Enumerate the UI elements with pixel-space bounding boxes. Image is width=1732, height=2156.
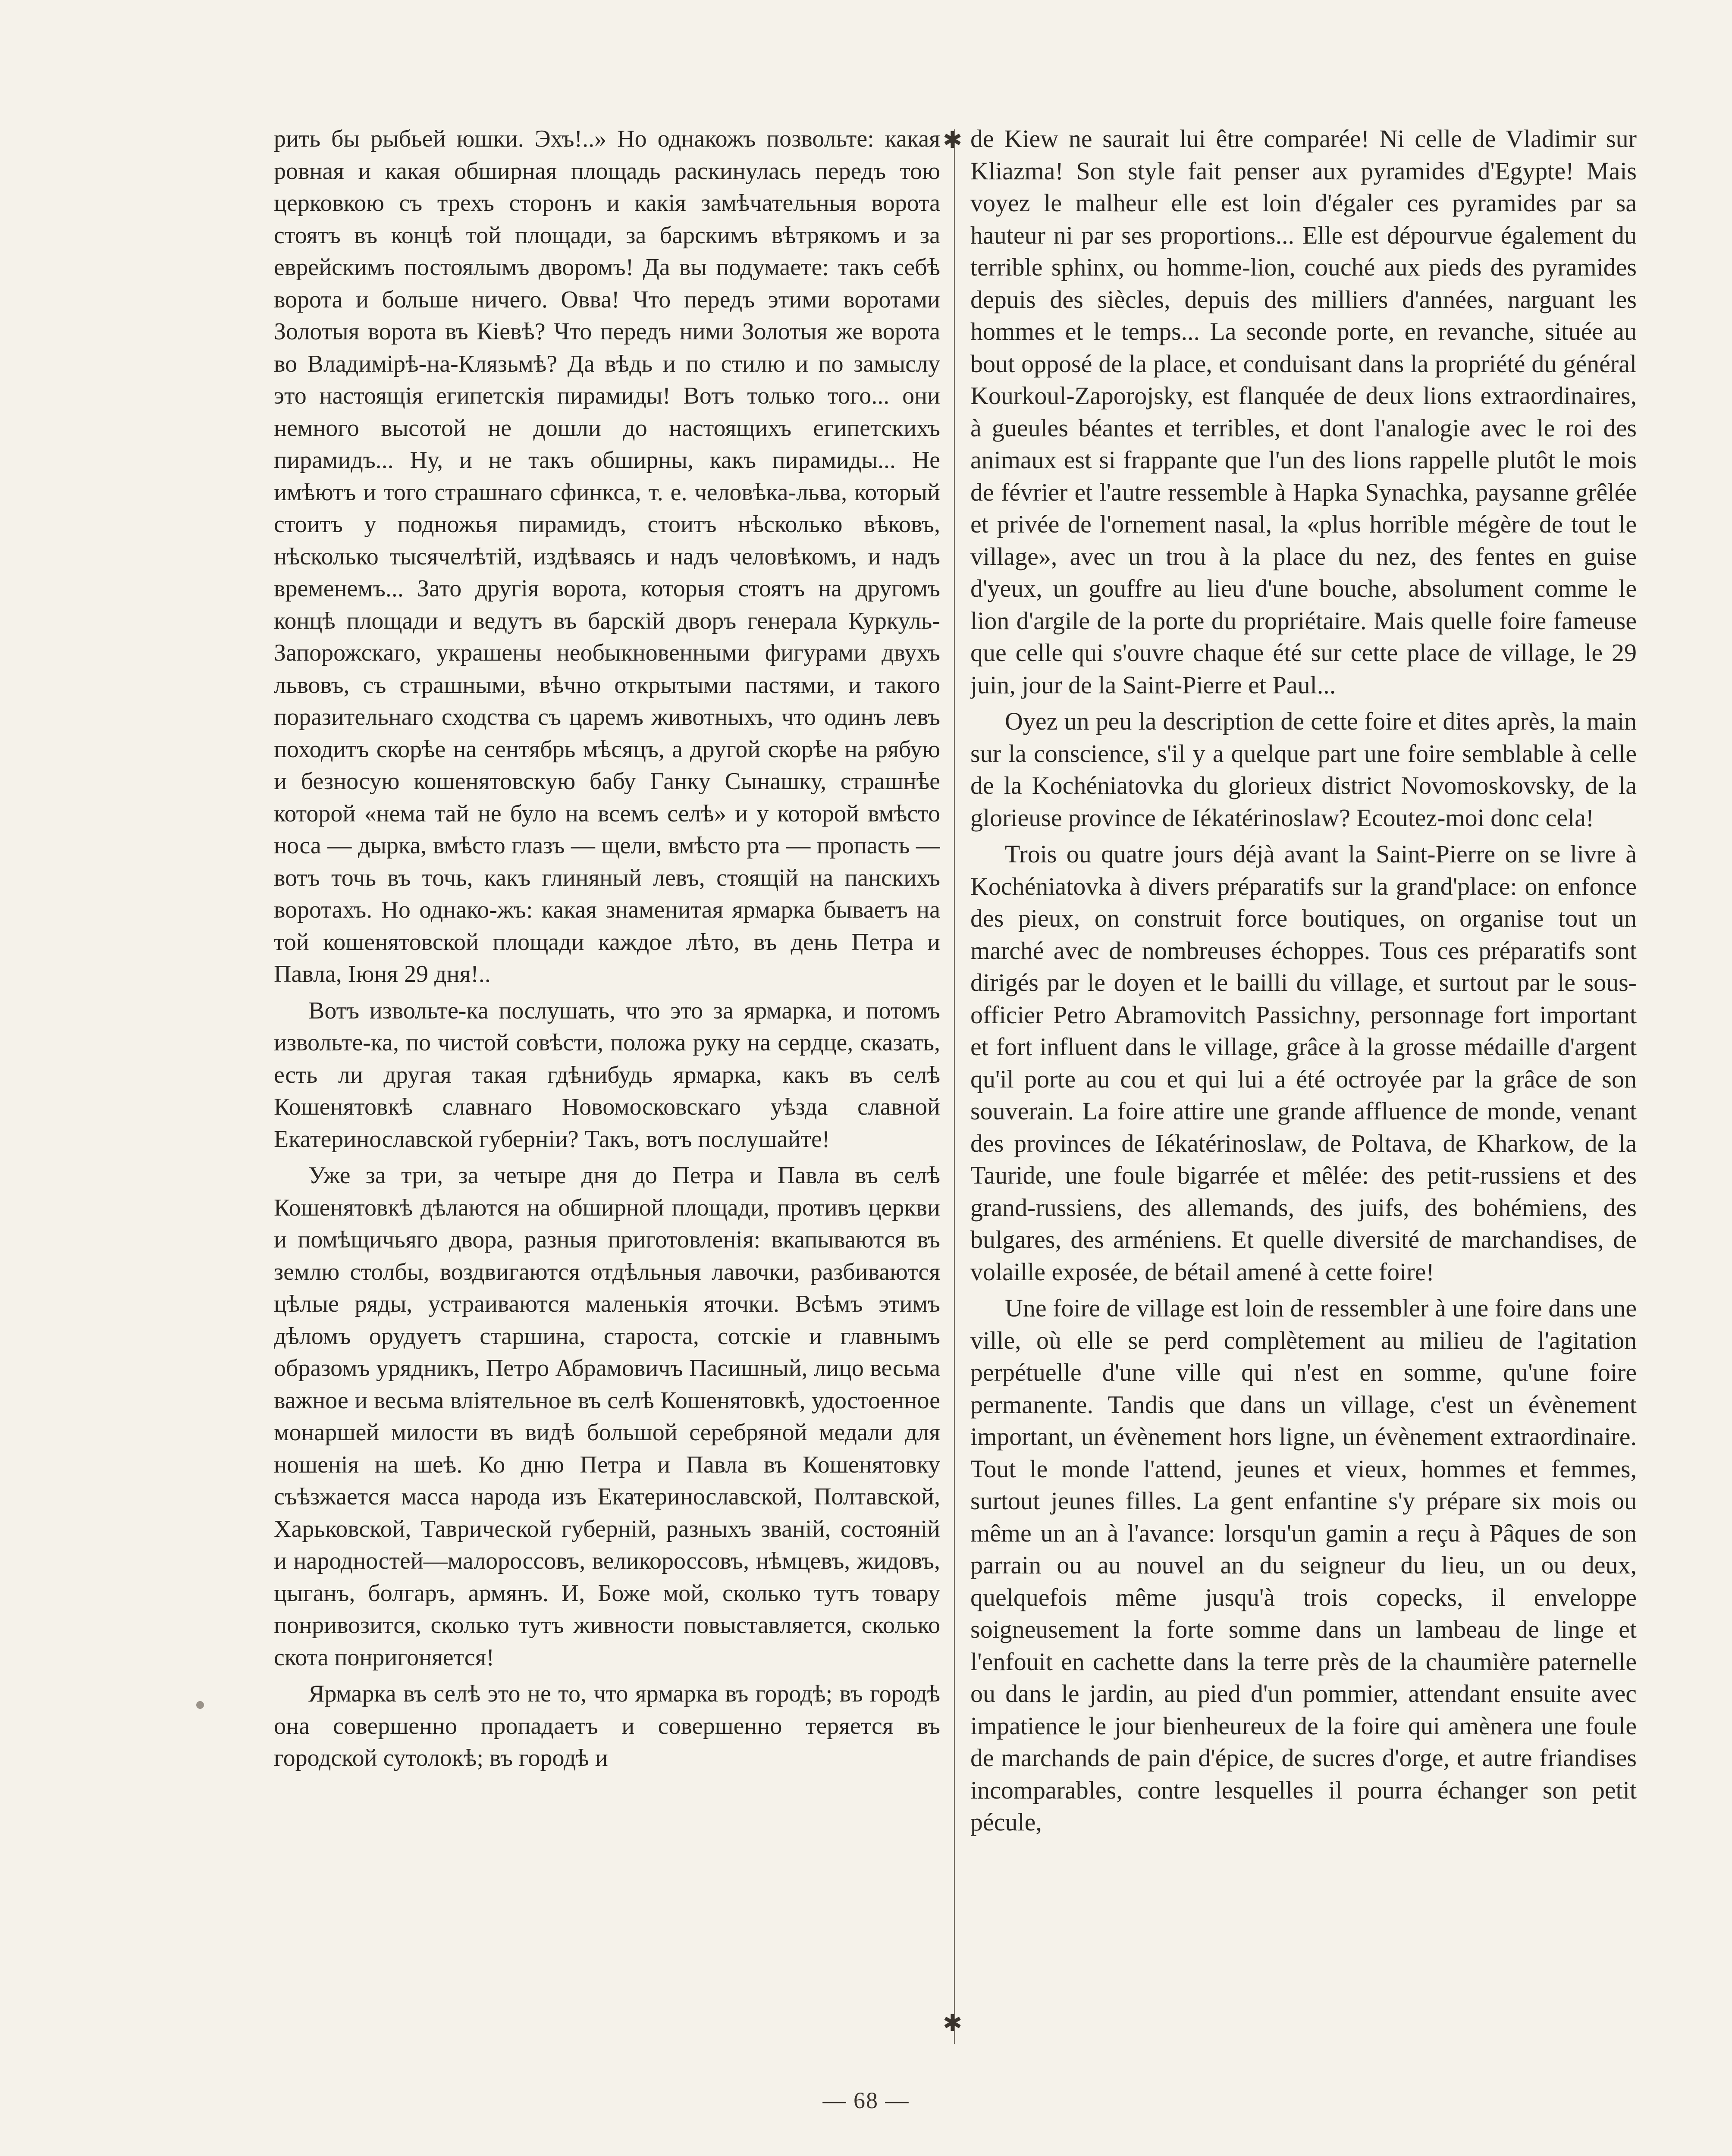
- paragraph: Вотъ извольте-ка послушать, что это за ярмарка, и потомъ извольте-ка, по чистой совѣсти, положа руку на сердце, сказать, есть ли другая такая гдѣнибудь ярмарка, какъ въ селѣ Кошенятовкѣ славнаго Новомосковскаго уѣзда славной Екатеринославской губерніи? Такъ, вотъ послушайте!: [274, 997, 940, 1153]
- paragraph: Oyez un peu la description de cette foire et dites après, la main sur la conscience, s'il y a quelque part une foire semblable à celle de la Kochéniatovka du glorieux district Novomoskovsky, de la glorieuse province de Iékatérinoslaw? Ecoutez-moi donc cela!: [970, 707, 1637, 832]
- left-column-russian: [274, 123, 940, 2029]
- paragraph: Une foire de village est loin de ressembler à une foire dans une ville, où elle se perd complètement au milieu de l'agitation perpétuelle d'une ville qui n'est en somme, qu'une foire permanente. Tandis que dans un village, c'est un évènement important, un évènement hors ligne, un évènement extraordinaire. Tout le monde l'attend, jeunes et vieux, hommes et femmes, surtout jeunes filles. La gent enfantine s'y prépare six mois ou même un an à l'avance: lorsqu'un gamin a reçu à Pâques de son parrain ou au nouvel an du seigneur du lieu, un ou deux, quelquefois même jusqu'à trois copecks, il enveloppe soigneusement la forte somme dans un lambeau de linge et l'enfouit en cachette dans la terre près de la chaumière paternelle ou dans le jardin, au pied d'un pommier, attendant ensuite avec impatience le jour bienheureux de la foire qui amènera une foule de marchands de pain d'épice, de sucres d'orge, et autre friandises incomparables, contre lesquelles il pourra échanger son petit pécule,: [970, 1294, 1637, 1836]
- print-speck: [196, 1701, 204, 1709]
- asterisk-ornament-icon: ✱: [943, 2010, 963, 2036]
- paragraph: Trois ou quatre jours déjà avant la Saint-Pierre on se livre à Kochéniatovka à divers préparatifs sur la grand'place: on enfonce des pieux, on construit force boutiques, on organise tout un marché avec de nombreuses échoppes. Tous ces préparatifs sont dirigés par le doyen et le bailli du village, et surtout par le sous-officier Petro Abramovitch Passichny, personnage fort important et fort influent dans le village, grâce à la grosse médaille d'argent qu'il porte au cou et qui lui a été octroyée par la grâce de son souverain. La foire attire une grande affluence de monde, venant des provinces de Iékatérinoslaw, de Poltava, de Kharkow, de la Tauride, une foule bigarrée et mêlée: des petit-russiens et des grand-russiens, des allemands, des juifs, des bohémiens, des bulgares, des arméniens. Et quelle diversité de marchandises, de volaille exposée, de bétail amené à cette foire!: [970, 840, 1637, 1286]
- paragraph: Уже за три, за четыре дня до Петра и Павла въ селѣ Кошенятовкѣ дѣлаются на обширной площади, противъ церкви и помѣщичьяго двора, разныя приготовленія: вкапываются въ землю столбы, воздвигаются отдѣльныя лавочки, разбиваются цѣлые ряды, устраиваются маленькія яточки. Всѣмъ этимъ дѣломъ орудуетъ старшина, староста, сотскіе и главнымъ образомъ урядникъ, Петро Абрамовичъ Пасишный, лицо весьма важное и весьма вліятельное въ селѣ Кошенятовкѣ, удостоенное монаршей милости въ видѣ большой серебряной медали для ношенія на шеѣ. Ко дню Петра и Павла въ Кошенятовку съѣзжается масса народа изъ Екатеринославской, Полтавской, Харьковской, Таврической губерній, разныхъ званій, состояній и народностей—малороссовъ, великороссовъ, нѣмцевъ, жидовъ, цыганъ, болгаръ, армянъ. И, Боже мой, сколько тутъ товару понривозится, сколько тутъ живности повыставляется, сколько скота понригоняется!: [274, 1162, 940, 1671]
- right-column-french: [970, 123, 1637, 2029]
- paragraph: de Kiew ne saurait lui être comparée! Ni celle de Vladimir sur Kliazma! Son style fait penser aux pyramides d'Egypte! Mais voyez le malheur elle est loin d'égaler ces pyramides par sa hauteur ni par ses proportions... Elle est dépourvue également du terrible sphinx, ou homme-lion, couché aux pieds des pyramides depuis des siècles, depuis des milliers d'années, narguant les hommes et le temps... La seconde porte, en revanche, située au bout opposé de la place, et conduisant dans la propriété du général Kourkoul-Zaporojsky, est flanquée de deux lions extraordinaires, à gueules béantes et terribles, et dont l'analogie avec le roi des animaux est si frappante que l'un des lions rappelle plutôt le mois de février et l'autre ressemble à Hapka Synachka, paysanne grêlée et privée de l'ornement nasal, la «plus horrible mégère de tout le village», avec un trou à la place du nez, des fentes en guise d'yeux, un gouffre au lieu d'une bouche, absolument comme le lion d'argile de la porte du propriétaire. Mais quelle foire fameuse que celle qui s'ouvre chaque été sur cette place de village, le 29 juin, jour de la Saint-Pierre et Paul...: [970, 125, 1637, 699]
- asterisk-ornament-icon: ✱: [943, 127, 963, 153]
- paragraph: рить бы рыбьей юшки. Эхъ!..» Но однакожъ позвольте: какая ровная и какая обширная площадь раскинулась передъ тою церковкою съ трехъ сторонъ и какія замѣчательныя ворота стоятъ въ концѣ той площади, за барскимъ вѣтрякомъ и за еврейскимъ постоялымъ дворомъ! Да вы подумаете: такъ себѣ ворота и больше ничего. Овва! Что передъ этими воротами Золотыя ворота въ Кіевѣ? Что передъ ними Золотыя же ворота во Владимірѣ-на-Клязьмѣ? Да вѣдь и по стилю и по замыслу это настоящія египетскія пирамиды! Вотъ только того... они немного высотой не дошли до настоящихъ египетскихъ пирамидъ... Ну, и не такъ обширны, какъ пирамиды... Не имѣютъ и того страшнаго сфинкса, т. е. человѣка-льва, который стоитъ у подножья пирамидъ, стоитъ нѣсколько вѣковъ, нѣсколько тысячелѣтій, издѣваясь и надъ человѣкомъ, и надъ временемъ... Зато другія ворота, которыя стоятъ на другомъ концѣ площади и ведутъ въ барскій дворъ генерала Куркуль-Запорожскаго, украшены необыкновенными фигурами двухъ львовъ, съ страшными, вѣчно открытыми пастями, и такого поразительнаго сходства съ царемъ животныхъ, что одинъ левъ походитъ скорѣе на сентябрь мѣсяцъ, а другой скорѣе на рябую и безносую кошенятовскую бабу Ганку Сынашку, страшнѣе которой «нема тай не було на всемъ селѣ» и у которой вмѣсто носа — дырка, вмѣсто глазъ — щели, вмѣсто рта — пропасть — вотъ точь въ точь, какъ глиняный левъ, стоящій на панскихъ воротахъ. Но однако-жъ: какая знаменитая ярмарка бываетъ на той кошенятовской площади каждое лѣто, въ день Петра и Павла, Іюня 29 дня!..: [274, 125, 940, 987]
- column-divider: [954, 129, 955, 2044]
- paragraph: Ярмарка въ селѣ это не то, что ярмарка въ городѣ; въ городѣ она совершенно пропадаетъ и совершенно теряется въ городской сутолокѣ; въ городѣ и: [274, 1680, 940, 1771]
- page-number: — 68 —: [822, 2087, 910, 2113]
